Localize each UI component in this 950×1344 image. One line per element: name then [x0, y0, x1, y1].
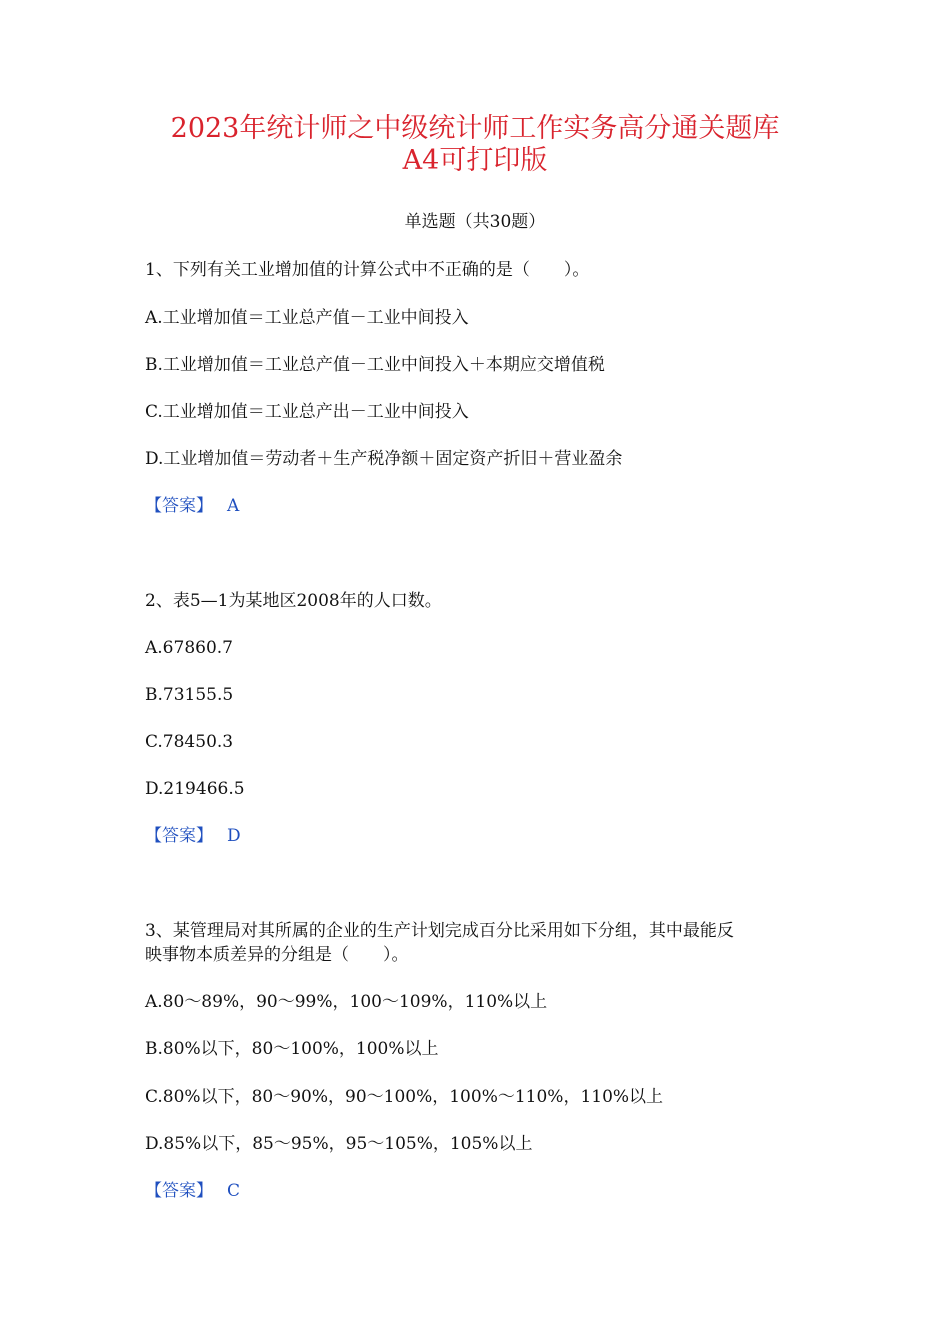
document-title-line-1: 2023年统计师之中级统计师工作实务高分通关题库	[170, 113, 780, 144]
question-2-option-a: A.67860.7	[145, 638, 233, 658]
section-heading: 单选题（共30题）	[404, 212, 546, 232]
question-2-answer	[145, 824, 241, 848]
question-2-option-b: B.73155.5	[145, 685, 234, 705]
question-2-stem: 2、表5—1为某地区2008年的人口数。	[145, 591, 442, 611]
answer-value: C	[227, 1181, 241, 1201]
question-1-option-d: D.工业增加值＝劳动者＋生产税净额＋固定资产折旧＋营业盈余	[145, 449, 623, 469]
question-3-option-a: A.80～89%，90～99%，100～109%，110%以上	[145, 992, 548, 1012]
question-1-stem: 1、下列有关工业增加值的计算公式中不正确的是（ ）。	[145, 260, 590, 280]
question-3-answer	[145, 1179, 240, 1203]
answer-value: A	[227, 496, 240, 516]
answer-label: 【答案】	[145, 1181, 213, 1201]
question-3-option-b: B.80%以下，80～100%，100%以上	[145, 1039, 439, 1059]
question-1-option-b: B.工业增加值＝工业总产值－工业中间投入＋本期应交增值税	[145, 355, 605, 375]
question-1-answer	[145, 494, 239, 518]
question-2-option-c: C.78450.3	[145, 732, 234, 752]
answer-value: D	[227, 826, 241, 846]
question-1-option-c: C.工业增加值＝工业总产出－工业中间投入	[145, 402, 469, 422]
question-3-option-d: D.85%以下，85～95%，95～105%，105%以上	[145, 1134, 533, 1154]
answer-label: 【答案】	[145, 496, 213, 516]
question-1-option-a: A.工业增加值＝工业总产值－工业中间投入	[145, 308, 469, 328]
question-3-stem-line-2: 映事物本质差异的分组是（ ）。	[145, 945, 409, 965]
answer-label: 【答案】	[145, 826, 213, 846]
question-3-stem-line-1: 3、某管理局对其所属的企业的生产计划完成百分比采用如下分组，其中最能反	[145, 921, 734, 941]
question-3-option-c: C.80%以下，80～90%，90～100%，100%～110%，110%以上	[145, 1087, 664, 1107]
document-title-line-2: A4可打印版	[402, 145, 548, 176]
question-2-option-d: D.219466.5	[145, 779, 245, 799]
